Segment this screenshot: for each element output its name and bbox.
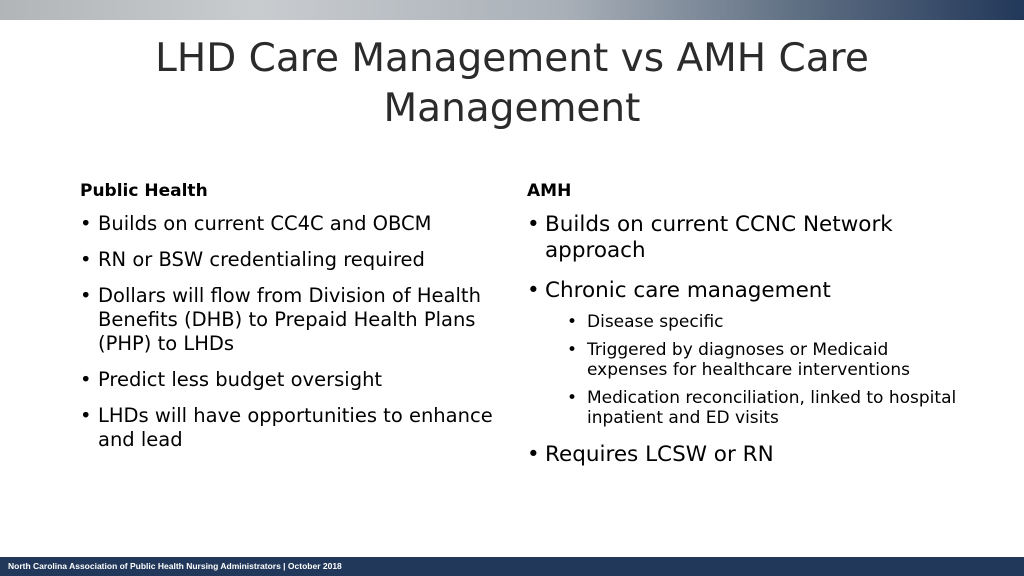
amh-heading: AMH — [527, 181, 572, 201]
slide-title: LHD Care Management vs AMH Care Management — [155, 36, 869, 131]
list-item: • RN or BSW credentialing required — [80, 248, 500, 272]
list-item — [527, 278, 957, 428]
amh-bullets — [527, 212, 957, 468]
public-health-column — [80, 180, 500, 464]
chronic-care-sub-bullets — [545, 312, 957, 428]
public-health-bullets — [80, 212, 500, 452]
list-item: • Dollars will flow from Division of Health Benefits (DHB) to Prepaid Health Plans (PHP) to LHDs — [80, 284, 500, 356]
sub-list-item: • Medication reconciliation, linked to hospital inpatient and ED visits — [567, 388, 957, 428]
public-health-heading: Public Health — [80, 181, 208, 201]
list-item: • Requires LCSW or RN — [527, 442, 957, 468]
sub-list-item: • Triggered by diagnoses or Medicaid expenses for healthcare interventions — [567, 340, 957, 380]
sub-list-item: • Disease specific — [567, 312, 957, 332]
footer-bar — [0, 557, 1024, 576]
list-item: • Builds on current CCNC Network approach — [527, 212, 957, 264]
header-band — [0, 0, 1024, 20]
amh-column — [527, 180, 957, 482]
list-item: • Builds on current CC4C and OBCM — [80, 212, 500, 236]
list-item: • Predict less budget oversight — [80, 368, 500, 392]
list-item: • LHDs will have opportunities to enhance and lead — [80, 404, 500, 452]
list-item-label: Chronic care management — [545, 278, 831, 303]
footer-text: North Carolina Association of Public Health Nursing Administrators | October 2018 — [8, 561, 342, 571]
